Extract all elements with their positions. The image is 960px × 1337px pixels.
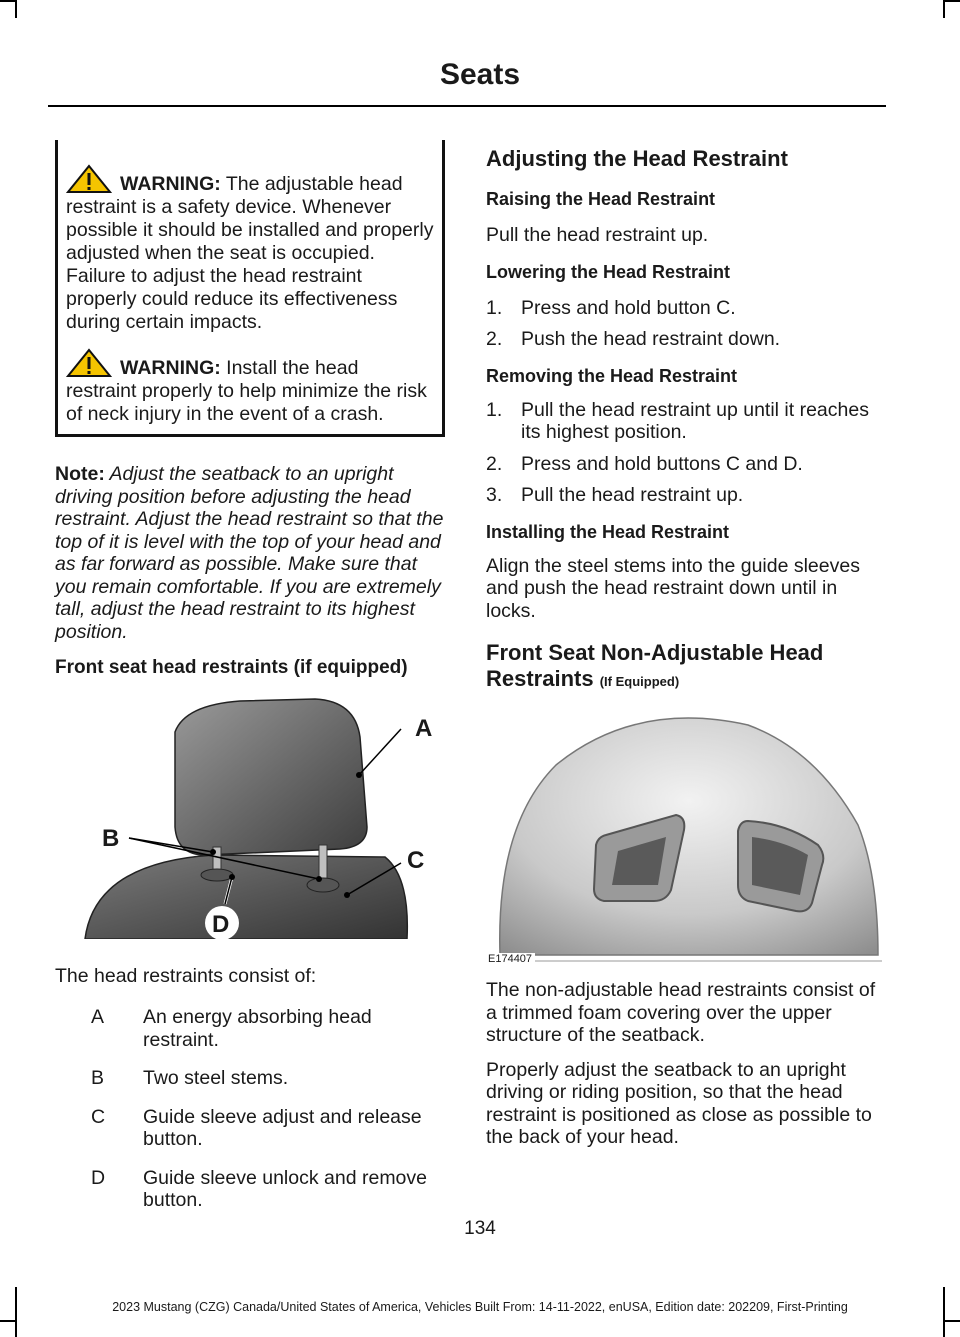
note-text: Adjust the seatback to an upright driving position before adjusting the head restraint. Adjust the head restraint so that the top of it is level with the top of your head and as far forward as possible. Make sure that you remain comfortable. If you are extremely tall, adjust the head restraint to its highest position. <box>55 463 444 643</box>
part-desc: Guide sleeve adjust and release button. <box>143 1105 422 1150</box>
warning-triangle-icon <box>66 348 112 378</box>
warning-label: WARNING: <box>120 357 221 379</box>
warning-text: Install the head restraint properly to help minimize the risk of neck injury in the event of a crash. <box>66 357 427 425</box>
part-desc: Two steel stems. <box>143 1067 289 1089</box>
warning-label: WARNING: <box>120 173 221 195</box>
figure-label-b: B <box>102 825 120 852</box>
seatback-figure <box>486 705 882 967</box>
table-row <box>87 1098 445 1159</box>
adjusting-heading: Adjusting the Head Restraint <box>486 146 788 171</box>
left-column <box>55 140 445 1220</box>
lowering-heading: Lowering the Head Restraint <box>486 261 731 282</box>
parts-table <box>87 998 445 1220</box>
header-rule <box>48 105 886 107</box>
removing-heading: Removing the Head Restraint <box>486 365 738 386</box>
raising-heading: Raising the Head Restraint <box>486 189 716 209</box>
note-label: Note: <box>55 463 105 485</box>
nonadjustable-heading <box>486 640 886 695</box>
warning-triangle-icon <box>66 164 112 194</box>
head-restraint-figure <box>55 687 445 939</box>
right-column <box>486 140 886 1149</box>
part-key: B <box>91 1067 105 1089</box>
step-text: Press and hold buttons C and D. <box>521 452 803 475</box>
table-row <box>87 1059 445 1098</box>
parts-intro: The head restraints consist of: <box>55 965 317 987</box>
installing-heading: Installing the Head Restraint <box>486 521 730 542</box>
installing-text: Align the steel stems into the guide sleeves and push the head restraint down until in locks. <box>486 554 860 622</box>
crop-mark <box>943 0 960 2</box>
head-restraint-illustration <box>55 687 445 939</box>
nonadjustable-para-1: The non-adjustable head restraints consist of a trimmed foam covering over the upper structure of the seatback. <box>486 979 876 1046</box>
step-text: Pull the head restraint up. <box>521 484 744 506</box>
removing-steps <box>486 399 886 507</box>
crop-mark <box>943 0 945 18</box>
list-item: 1. Press and hold button C. <box>486 296 736 319</box>
figure-label-c: C <box>407 847 425 874</box>
page-number: 134 <box>464 1218 496 1239</box>
crop-mark <box>943 1320 960 1322</box>
step-text: Push the head restraint down. <box>521 328 781 350</box>
seatback-illustration <box>486 705 882 967</box>
figure-label-a: A <box>415 715 433 742</box>
note-paragraph <box>55 463 445 643</box>
page-footer: 2023 Mustang (CZG) Canada/United States of America, Vehicles Built From: 14-11-2022, enUSA, Edition date: 202209, First-Printing <box>112 1300 848 1314</box>
crop-mark <box>15 0 17 18</box>
lowering-steps <box>486 297 886 351</box>
nonadjustable-title: Front Seat Non-Adjustable Head Restraints <box>486 640 824 691</box>
figure-code: E174407 <box>488 953 535 965</box>
list-item: 3. Pull the head restraint up. <box>486 484 744 506</box>
figure-label-d: D <box>212 911 230 938</box>
nonadjustable-para-2: Properly adjust the seatback to an upright driving or riding position, so that the head restraint is positioned as close as possible to the back of your head. <box>486 1058 872 1148</box>
warning-text: The adjustable head restraint is a safety device. Whenever possible it should be installed and properly adjusted when the seat is occupied. Failure to adjust the head restraint properly could reduce its effectiveness during certain impacts. <box>66 173 434 333</box>
list-item: 1. Pull the head restraint up until it reaches its highest position. <box>486 398 869 443</box>
if-equipped-qualifier: (If Equipped) <box>599 674 680 689</box>
warning-box <box>55 140 445 437</box>
part-key: C <box>91 1105 106 1128</box>
part-key: A <box>91 1006 105 1028</box>
table-row <box>87 998 445 1059</box>
list-item: 2. Press and hold buttons C and D. <box>486 452 803 475</box>
step-text: Pull the head restraint up until it reaches its highest position. <box>521 398 869 443</box>
warning-item <box>66 348 434 426</box>
part-desc: Guide sleeve unlock and remove button. <box>143 1166 427 1211</box>
part-desc: An energy absorbing head restraint. <box>143 1006 372 1051</box>
part-key: D <box>91 1166 106 1189</box>
warning-item <box>66 164 434 334</box>
page-header-title: Seats <box>439 58 521 91</box>
step-text: Press and hold button C. <box>521 296 736 319</box>
list-item: 2. Push the head restraint down. <box>486 328 781 350</box>
front-seat-heading: Front seat head restraints (if equipped) <box>55 657 408 678</box>
table-row <box>87 1159 445 1220</box>
raising-text: Pull the head restraint up. <box>486 224 709 246</box>
